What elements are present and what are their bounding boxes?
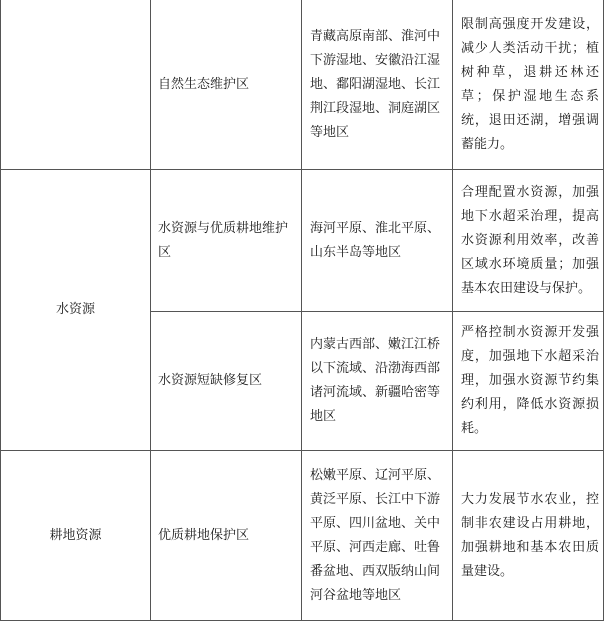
measure-cell: 合理配置水资源，加强地下水超采治理，提高水资源利用效率，改善区域水环境质量；加强基本农田建设与保护。 — [453, 170, 604, 312]
measure-cell: 大力发展节水农业，控制非农建设占用耕地，加强耕地和基本农田质量建设。 — [453, 451, 604, 621]
table-row — [1, 170, 604, 312]
table-row — [1, 0, 604, 170]
zone-cell: 自然生态维护区 — [151, 0, 302, 170]
region-cell: 松嫩平原、辽河平原、黄泛平原、长江中下游平原、四川盆地、关中平原、河西走廊、吐鲁番盆地、西双版纳山间河谷盆地等地区 — [302, 451, 453, 621]
region-cell: 海河平原、淮北平原、山东半岛等地区 — [302, 170, 453, 312]
category-cell: 水资源 — [1, 170, 151, 451]
category-cell: 耕地资源 — [1, 451, 151, 621]
region-cell: 青藏高原南部、淮河中下游湿地、安徽沿江湿地、鄱阳湖湿地、长江荆江段湿地、洞庭湖区等地区 — [302, 0, 453, 170]
table-row — [1, 451, 604, 621]
zone-cell: 水资源与优质耕地维护区 — [151, 170, 302, 312]
zone-cell: 优质耕地保护区 — [151, 451, 302, 621]
zone-cell: 水资源短缺修复区 — [151, 312, 302, 451]
region-cell: 内蒙古西部、嫩江江桥以下流域、沿渤海西部诸河流域、新疆哈密等地区 — [302, 312, 453, 451]
measure-cell: 限制高强度开发建设，减少人类活动干扰；植树种草，退耕还林还草；保护湿地生态系统，退田还湖，增强调蓄能力。 — [453, 0, 604, 170]
measure-cell: 严格控制水资源开发强度，加强地下水超采治理，加强水资源节约集约利用，降低水资源损耗。 — [453, 312, 604, 451]
category-cell — [1, 0, 151, 170]
